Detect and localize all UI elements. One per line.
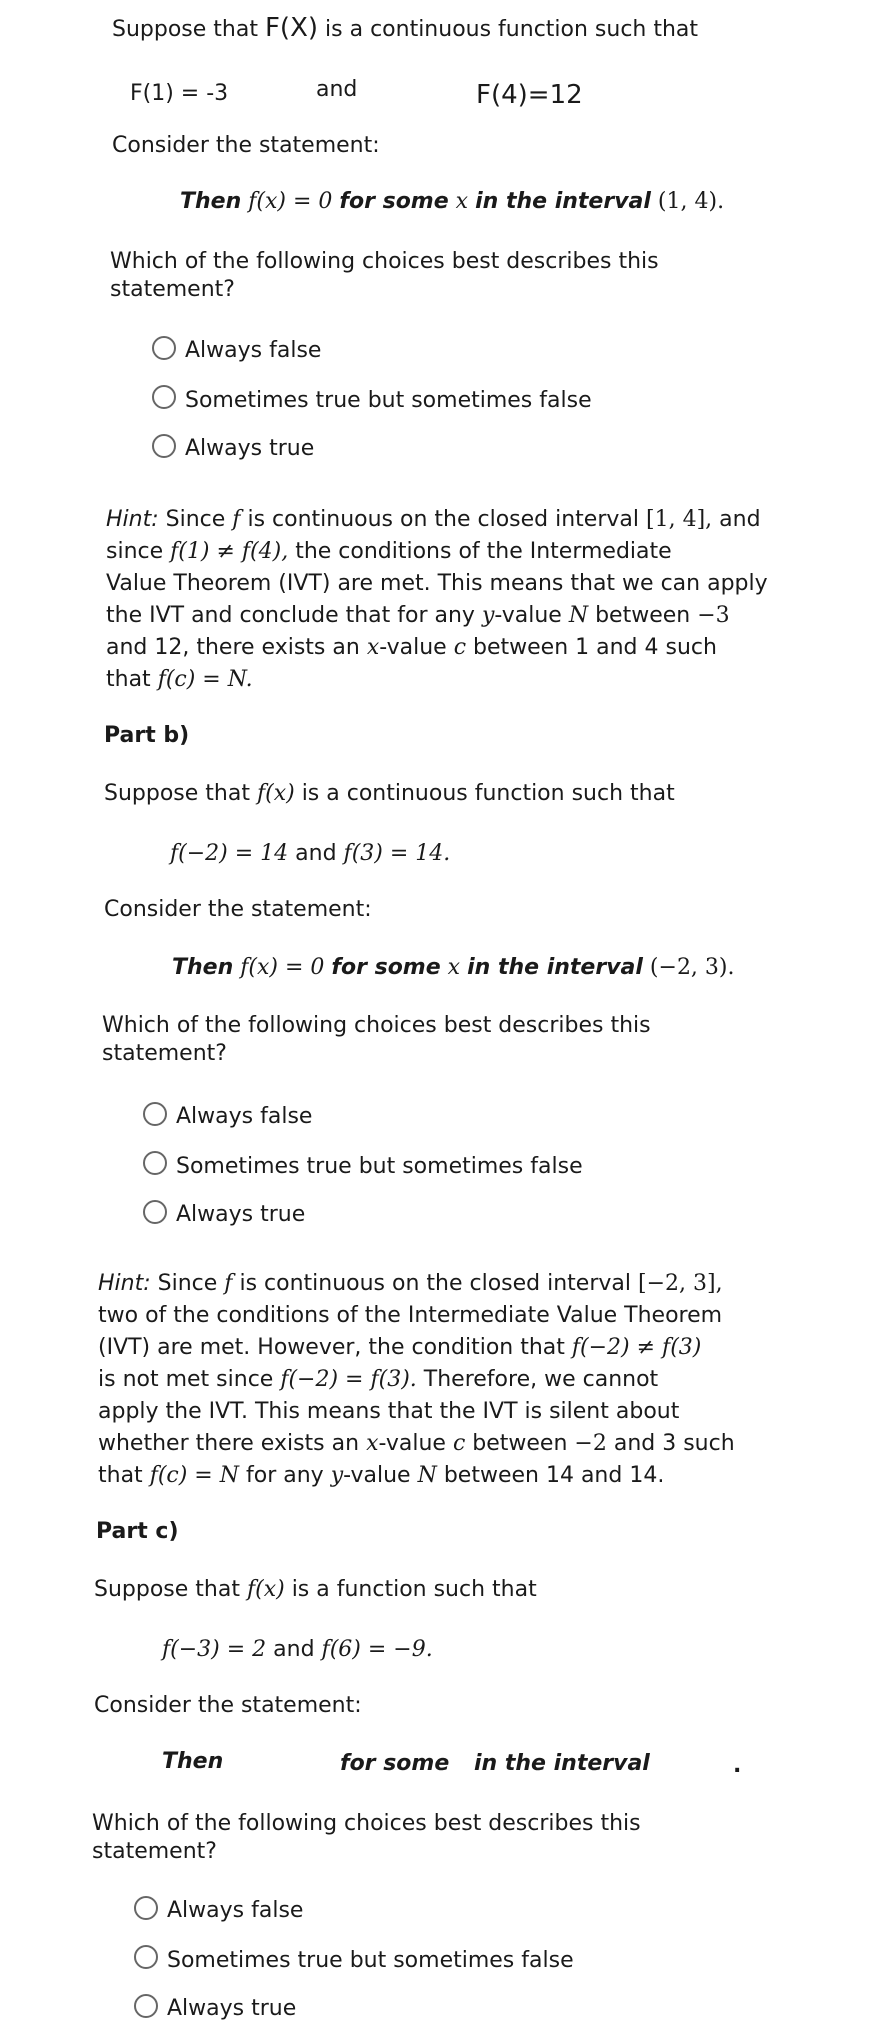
part-c-question-line-2: statement? — [92, 1839, 217, 1864]
part-c-question-line-1: Which of the following choices best describes this — [92, 1811, 641, 1836]
part-a-option-label: Sometimes true but sometimes false — [185, 388, 592, 413]
part-b-question-line-2: statement? — [102, 1041, 227, 1066]
part-b-radio-always-true[interactable] — [143, 1200, 167, 1224]
part-b-intro: Suppose that f(x) is a continuous function such that — [104, 781, 675, 806]
part-c-option-label: Always true — [167, 1996, 297, 2021]
part-b-radio-always-false[interactable] — [143, 1102, 167, 1126]
part-b-title: Part b) — [104, 723, 190, 748]
part-c-radio-always-false[interactable] — [134, 1896, 158, 1920]
part-a-intro: Suppose that F(X) is a continuous function such that — [112, 13, 699, 43]
part-a-statement: Then f(x) = 0 for some x in the interval (1, 4). — [180, 189, 725, 214]
part-c-intro: Suppose that f(x) is a function such that — [94, 1577, 537, 1602]
part-a-consider: Consider the statement: — [112, 133, 380, 158]
part-a-option-label: Always true — [185, 436, 315, 461]
part-c-option-label: Always false — [167, 1898, 304, 1923]
part-a-condition-2: F(4)=12 — [476, 80, 583, 110]
part-c-radio-sometimes[interactable] — [134, 1945, 158, 1969]
part-c-option-label: Sometimes true but sometimes false — [167, 1948, 574, 1973]
part-c-consider: Consider the statement: — [94, 1693, 362, 1718]
part-b-conditions: f(−2) = 14 and f(3) = 14. — [170, 841, 451, 866]
part-a-question-line-2: statement? — [110, 277, 235, 302]
part-b-option-label: Always true — [176, 1202, 306, 1227]
part-b-question-line-1: Which of the following choices best describes this — [102, 1013, 651, 1038]
part-a-condition-1: F(1) = -3 — [130, 81, 229, 106]
part-b-statement: Then f(x) = 0 for some x in the interval (−2, 3). — [172, 955, 735, 980]
part-c-conditions: f(−3) = 2 and f(6) = −9. — [162, 1637, 433, 1662]
part-a-and: and — [316, 77, 358, 102]
part-c-title: Part c) — [96, 1519, 179, 1544]
part-c-radio-always-true[interactable] — [134, 1994, 158, 2018]
part-a-question-line-1: Which of the following choices best describes this — [110, 249, 659, 274]
part-a-radio-sometimes[interactable] — [152, 385, 176, 409]
part-b-consider: Consider the statement: — [104, 897, 372, 922]
part-a-radio-always-true[interactable] — [152, 434, 176, 458]
part-b-option-label: Always false — [176, 1104, 313, 1129]
part-b-option-label: Sometimes true but sometimes false — [176, 1154, 583, 1179]
part-b-radio-sometimes[interactable] — [143, 1151, 167, 1175]
part-a-radio-always-false[interactable] — [152, 336, 176, 360]
part-a-option-label: Always false — [185, 338, 322, 363]
